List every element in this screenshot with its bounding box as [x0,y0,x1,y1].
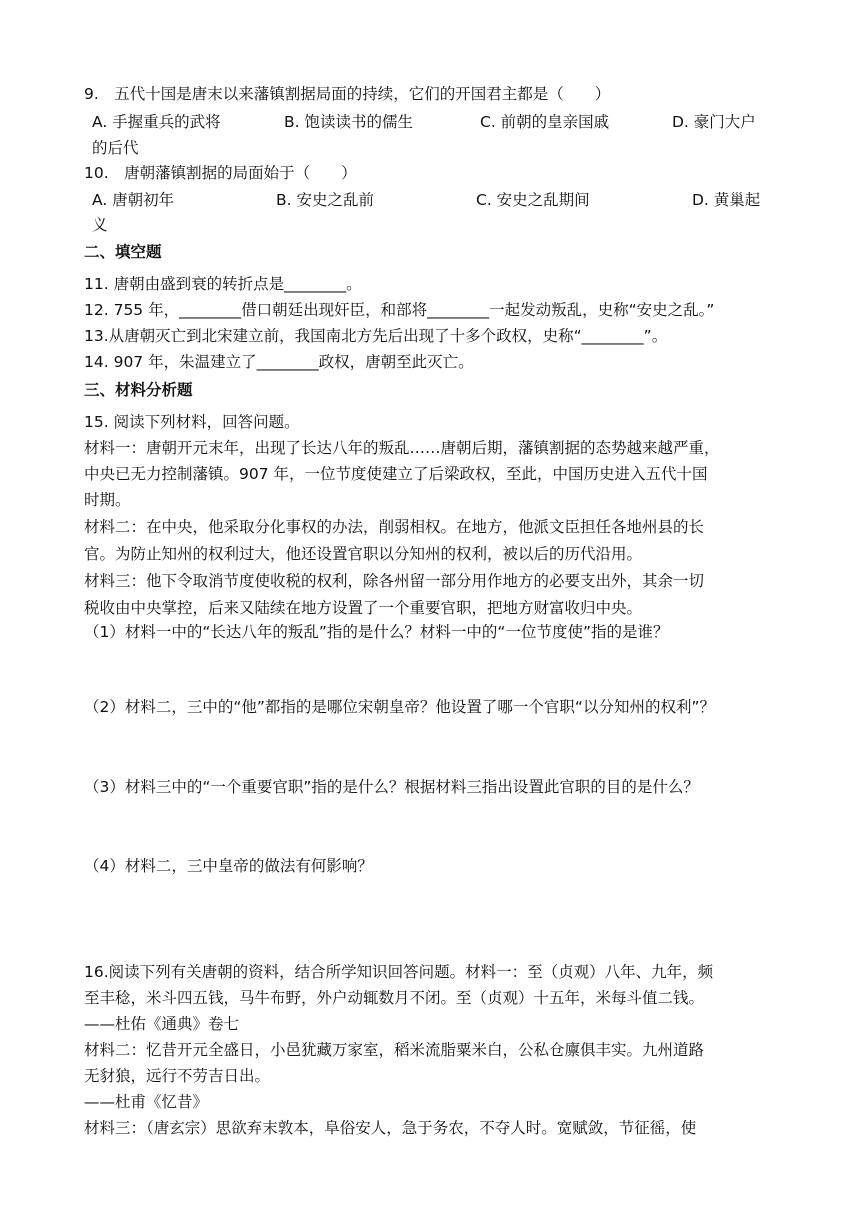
q10-option-d-wrap: 义 [92,216,108,234]
q16-citation: ——杜佑《通典》卷七 [84,1015,240,1033]
q9-option-a: A. 手握重兵的武将 [92,113,221,131]
q9-option-d: D. 豪门大户 [672,113,756,131]
q15-material1-line: 时期。 [84,491,131,509]
q10-option-b: B. 安史之乱前 [276,191,374,209]
q16-line: 至丰稔，米斗四五钱，马牛布野，外户动辄数月不闭。至（贞观）十五年，米每斗值二钱。 [84,989,705,1007]
q15-sub-question-4: （4）材料二，三中皇帝的做法有何影响？ [84,857,373,875]
q13-text: 13.从唐朝灭亡到北宋建立前，我国南北方先后出现了十多个政权，史称“________”。 [84,327,668,345]
q10-option-c: C. 安史之乱期间 [476,191,590,209]
q9-option-d-wrap: 的后代 [92,139,139,157]
q9-option-b: B. 饱读读书的儒生 [284,113,413,131]
q16-citation: ——杜甫《忆昔》 [84,1093,209,1111]
q16-line: 16.阅读下列有关唐朝的资料，结合所学知识回答问题。材料一：至（贞观）八年、九年，频 [84,963,714,981]
q16-line: 材料二：忆昔开元全盛日，小邑犹藏万家室，稻米流脂粟米白，公私仓廪俱丰实。九州道路 [84,1041,705,1059]
section-heading-material-analysis: 三、材料分析题 [84,381,193,399]
q15-material1-line: 材料一：唐朝开元末年，出现了长达八年的叛乱……唐朝后期，藩镇割据的态势越来越严重， [84,439,720,457]
q15-material1-line: 中央已无力控制藩镇。907 年，一位节度使建立了后梁政权，至此，中国历史进入五代十国 [84,465,708,483]
q10-option-d: D. 黄巢起 [692,191,761,209]
q10-stem: 10. 唐朝藩镇割据的局面始于（ ） [84,164,357,182]
q15-material3-line: 材料三：他下令取消节度使收税的权利，除各州留一部分用作地方的必要支出外，其余一切 [84,572,705,590]
q15-sub-question-3: （3）材料三中的“一个重要官职”指的是什么？根据材料三指出设置此官职的目的是什么？ [84,778,699,796]
q15-sub-question-2: （2）材料二，三中的“他”都指的是哪位宋朝皇帝？他设置了哪一个官职“以分知州的权利”？ [84,698,715,716]
q9-option-c: C. 前朝的皇亲国戚 [480,113,610,131]
q12-text: 12. 755 年，________借口朝廷出现奸臣，和部将________一起发动叛乱，史称“安史之乱。” [84,301,715,319]
section-heading-fill-in: 二、填空题 [84,243,162,261]
q11-text: 11. 唐朝由盛到衰的转折点是________。 [84,275,362,293]
q15-material3-line: 税收由中央掌控，后来又陆续在地方设置了一个重要官职，把地方财富收归中央。 [84,599,643,617]
q15-intro: 15. 阅读下列材料，回答问题。 [84,413,300,431]
q10-option-a: A. 唐朝初年 [92,191,175,209]
q9-stem: 9. 五代十国是唐末以来藩镇割据局面的持续，它们的开国君主都是（ ） [84,85,611,103]
q16-line: 无豺狼，远行不劳吉日出。 [84,1067,271,1085]
q14-text: 14. 907 年，朱温建立了________政权，唐朝至此灭亡。 [84,353,474,371]
q15-material2-line: 材料二：在中央，他采取分化事权的办法，削弱相权。在地方，他派文臣担任各地州县的长 [84,518,705,536]
q16-line: 材料三：（唐玄宗）思欲弃末敦本，阜俗安人，急于务农，不夺人时。宽赋敛，节征徭，使 [84,1119,697,1137]
q15-sub-question-1: （1）材料一中的“长达八年的叛乱”指的是什么？材料一中的“一位节度使”指的是谁？ [84,623,669,641]
q15-material2-line: 官。为防止知州的权利过大，他还设置官职以分知州的权利，被以后的历代沿用。 [84,545,643,563]
